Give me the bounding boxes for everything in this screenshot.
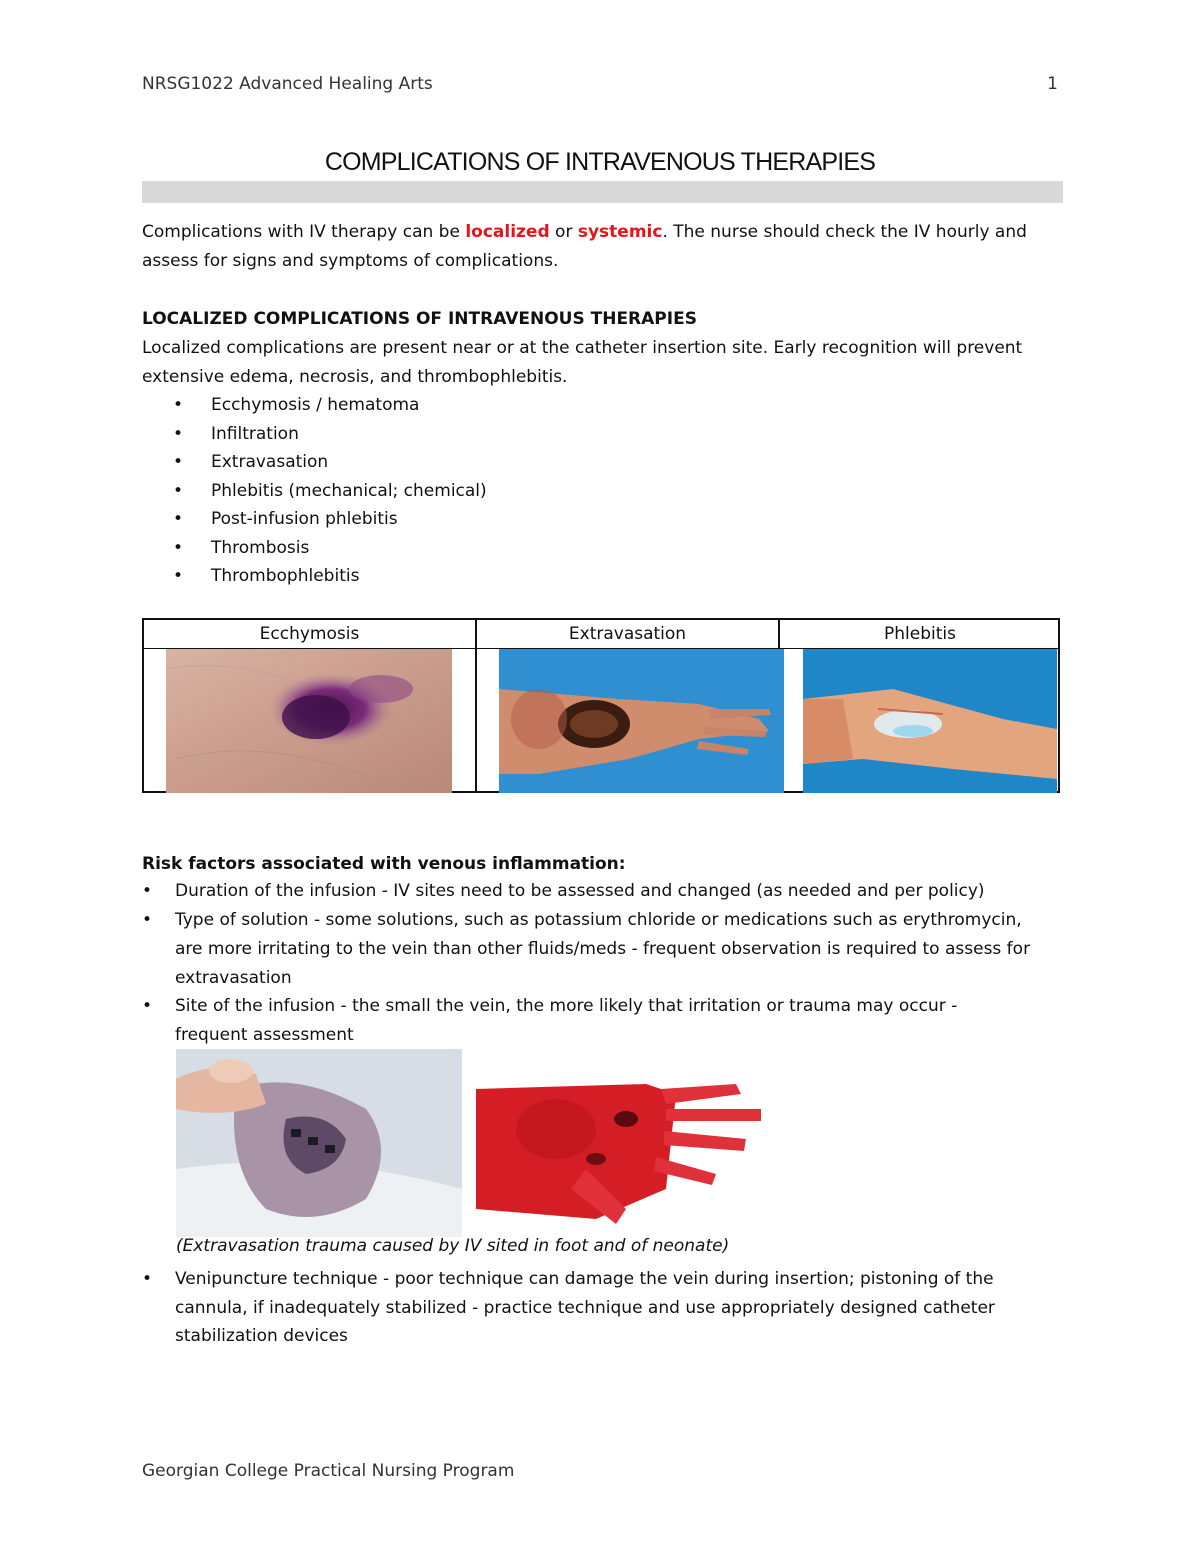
table-header-ecchymosis: Ecchymosis — [259, 624, 360, 644]
risk-line: Site of the infusion - the small the vein, the more likely that irritation or trauma may occur - — [175, 996, 958, 1016]
intro-text-2: or — [549, 222, 578, 242]
intro-localized-term: localized — [465, 222, 550, 242]
risk-line: Venipuncture technique - poor technique can damage the vein during insertion; pistoning of the — [175, 1269, 994, 1289]
list-item: • Post-infusion phlebitis — [142, 505, 487, 534]
risk-line: extravasation — [175, 968, 292, 988]
extravasation-photo — [499, 649, 784, 793]
list-item: • Phlebitis (mechanical; chemical) — [142, 477, 487, 506]
risk-line: Duration of the infusion - IV sites need to be assessed and changed (as needed and per policy) — [175, 881, 985, 901]
neonate-hand-extravasation-photo — [476, 1049, 780, 1237]
risk-line: frequent assessment — [175, 1025, 354, 1045]
page-footer: Georgian College Practical Nursing Program — [142, 1461, 515, 1481]
risk-line: cannula, if inadequately stabilized - practice technique and use appropriately designed catheter — [175, 1298, 995, 1318]
localized-complications-list — [142, 391, 487, 591]
course-title: NRSG1022 Advanced Healing Arts — [142, 74, 433, 94]
title-underline-bar — [142, 181, 1063, 203]
risk-item-duration — [142, 877, 985, 906]
foot-extravasation-photo — [176, 1049, 462, 1237]
page-header — [142, 74, 1058, 94]
bullet: • — [142, 1269, 153, 1289]
localized-description: Localized complications are present near or at the catheter insertion site. Early recognition will prevent extensive edema, necrosis, and thrombophlebitis. — [142, 338, 1023, 387]
risk-line: stabilization devices — [175, 1326, 348, 1346]
photo-caption: (Extravasation trauma caused by IV sited in foot and of neonate) — [176, 1236, 730, 1256]
ecchymosis-photo — [166, 649, 452, 793]
risk-factors-heading: Risk factors associated with venous inflammation: — [142, 854, 626, 874]
intro-paragraph — [142, 218, 1063, 276]
table-header-extravasation: Extravasation — [568, 624, 687, 644]
bullet: • — [142, 910, 153, 930]
list-item: • Thrombosis — [142, 534, 487, 563]
risk-factors-list — [142, 877, 985, 906]
intro-systemic-term: systemic — [577, 222, 663, 242]
intro-text-3: . The nurse should check the IV hourly and assess for signs and symptoms of complications. — [142, 222, 1027, 271]
intro-text-1: Complications with IV therapy can be — [142, 222, 466, 242]
risk-line: are more irritating to the vein than other fluids/meds - frequent observation is required to assess for — [175, 939, 1031, 959]
page-number: 1 — [1047, 74, 1058, 94]
complications-photo-table — [142, 618, 1060, 793]
document-title: COMPLICATIONS OF INTRAVENOUS THERAPIES — [324, 148, 876, 176]
bullet: • — [142, 996, 153, 1016]
phlebitis-photo — [803, 649, 1057, 793]
list-item: • Ecchymosis / hematoma — [142, 391, 487, 420]
risk-line: Type of solution - some solutions, such as potassium chloride or medications such as erythromycin, — [175, 910, 1022, 930]
list-item: • Thrombophlebitis — [142, 562, 487, 591]
list-item: • Infiltration — [142, 420, 487, 449]
localized-heading: LOCALIZED COMPLICATIONS OF INTRAVENOUS THERAPIES — [142, 309, 697, 329]
table-header-phlebitis: Phlebitis — [884, 624, 956, 644]
list-item: • Extravasation — [142, 448, 487, 477]
